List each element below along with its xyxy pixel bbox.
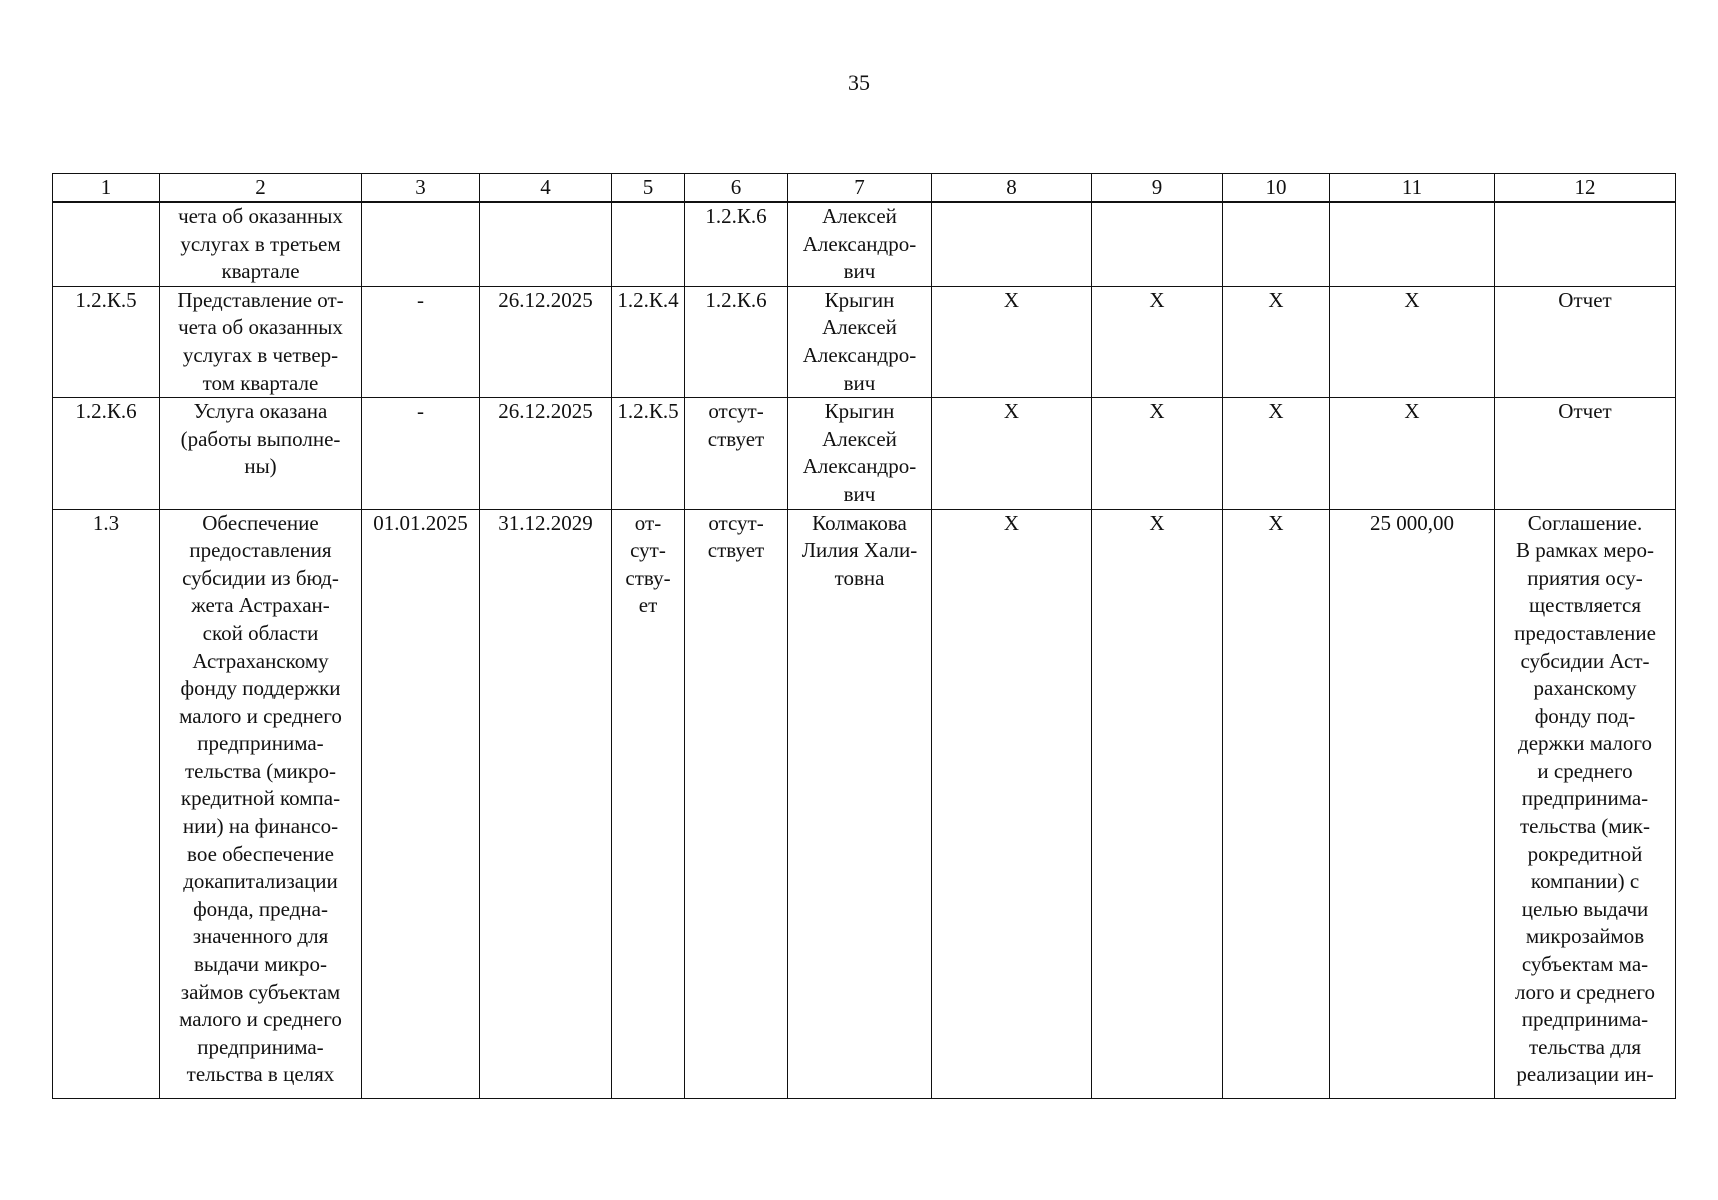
header-cell: 6	[685, 174, 788, 203]
value-cell-10: X	[1223, 398, 1330, 509]
end-date-cell	[480, 202, 612, 286]
header-row	[53, 174, 1676, 203]
header-cell: 7	[788, 174, 932, 203]
responsible-cell: Алексей Александро- вич	[788, 202, 932, 286]
start-date-cell: -	[362, 398, 480, 509]
document-cell: Отчет	[1495, 398, 1676, 509]
successor-cell: отсут- ствует	[685, 509, 788, 1098]
predecessor-cell	[612, 202, 685, 286]
row-number-cell	[53, 202, 160, 286]
header-cell: 4	[480, 174, 612, 203]
predecessor-cell: от- сут- ству- ет	[612, 509, 685, 1098]
activity-name-cell: Представление от- чета об оказанных услугах в четвер- том квартале	[160, 286, 362, 397]
responsible-cell: Крыгин Алексей Александро- вич	[788, 398, 932, 509]
value-cell-11: 25 000,00	[1330, 509, 1495, 1098]
value-cell-10: X	[1223, 286, 1330, 397]
responsible-cell: Крыгин Алексей Александро- вич	[788, 286, 932, 397]
value-cell-9: X	[1092, 286, 1223, 397]
end-date-cell: 26.12.2025	[480, 398, 612, 509]
value-cell-9: X	[1092, 509, 1223, 1098]
value-cell-8	[932, 202, 1092, 286]
activity-name-cell: Обеспечение предоставления субсидии из бюд- жета Астрахан- ской области Астраханскому фонду поддержки малого и среднего предпринима- тельства (микро- кредитной компа- нии) на финансо- вое обеспечение докапитализации фонда, предна- значенного для выдачи микро- займов субъектам малого и среднего предпринима- тельства в целях	[160, 509, 362, 1098]
row-number-cell: 1.3	[53, 509, 160, 1098]
activity-name-cell: чета об оказанных услугах в третьем квартале	[160, 202, 362, 286]
document-cell	[1495, 202, 1676, 286]
document-cell: Отчет	[1495, 286, 1676, 397]
value-cell-10	[1223, 202, 1330, 286]
value-cell-8: X	[932, 509, 1092, 1098]
start-date-cell: -	[362, 286, 480, 397]
value-cell-10: X	[1223, 509, 1330, 1098]
predecessor-cell: 1.2.К.4	[612, 286, 685, 397]
row-number-cell: 1.2.К.5	[53, 286, 160, 397]
value-cell-8: X	[932, 398, 1092, 509]
end-date-cell: 31.12.2029	[480, 509, 612, 1098]
header-cell: 1	[53, 174, 160, 203]
successor-cell: отсут- ствует	[685, 398, 788, 509]
successor-cell: 1.2.К.6	[685, 202, 788, 286]
value-cell-11	[1330, 202, 1495, 286]
successor-cell: 1.2.К.6	[685, 286, 788, 397]
plan-table	[52, 173, 1676, 1099]
table-row	[53, 202, 1676, 286]
header-cell: 11	[1330, 174, 1495, 203]
header-cell: 5	[612, 174, 685, 203]
value-cell-9	[1092, 202, 1223, 286]
table-row	[53, 509, 1676, 1098]
value-cell-9: X	[1092, 398, 1223, 509]
end-date-cell: 26.12.2025	[480, 286, 612, 397]
header-cell: 10	[1223, 174, 1330, 203]
header-cell: 9	[1092, 174, 1223, 203]
header-cell: 8	[932, 174, 1092, 203]
document-cell: Соглашение. В рамках меро- приятия осу- ществляется предоставление субсидии Аст- раханскому фонду под- держки малого и среднего предпринима- тельства (мик- рокредитной компании) с целью выдачи микрозаймов субъектам ма- лого и среднего предпринима- тельства для реализации ин-	[1495, 509, 1676, 1098]
table-row	[53, 398, 1676, 509]
page-number: 35	[848, 70, 870, 95]
header-cell: 2	[160, 174, 362, 203]
header-cell: 3	[362, 174, 480, 203]
value-cell-11: X	[1330, 286, 1495, 397]
predecessor-cell: 1.2.К.5	[612, 398, 685, 509]
row-number-cell: 1.2.К.6	[53, 398, 160, 509]
header-cell: 12	[1495, 174, 1676, 203]
start-date-cell	[362, 202, 480, 286]
start-date-cell: 01.01.2025	[362, 509, 480, 1098]
value-cell-8: X	[932, 286, 1092, 397]
responsible-cell: Колмакова Лилия Хали- товна	[788, 509, 932, 1098]
activity-name-cell: Услуга оказана (работы выполне- ны)	[160, 398, 362, 509]
table-row	[53, 286, 1676, 397]
value-cell-11: X	[1330, 398, 1495, 509]
